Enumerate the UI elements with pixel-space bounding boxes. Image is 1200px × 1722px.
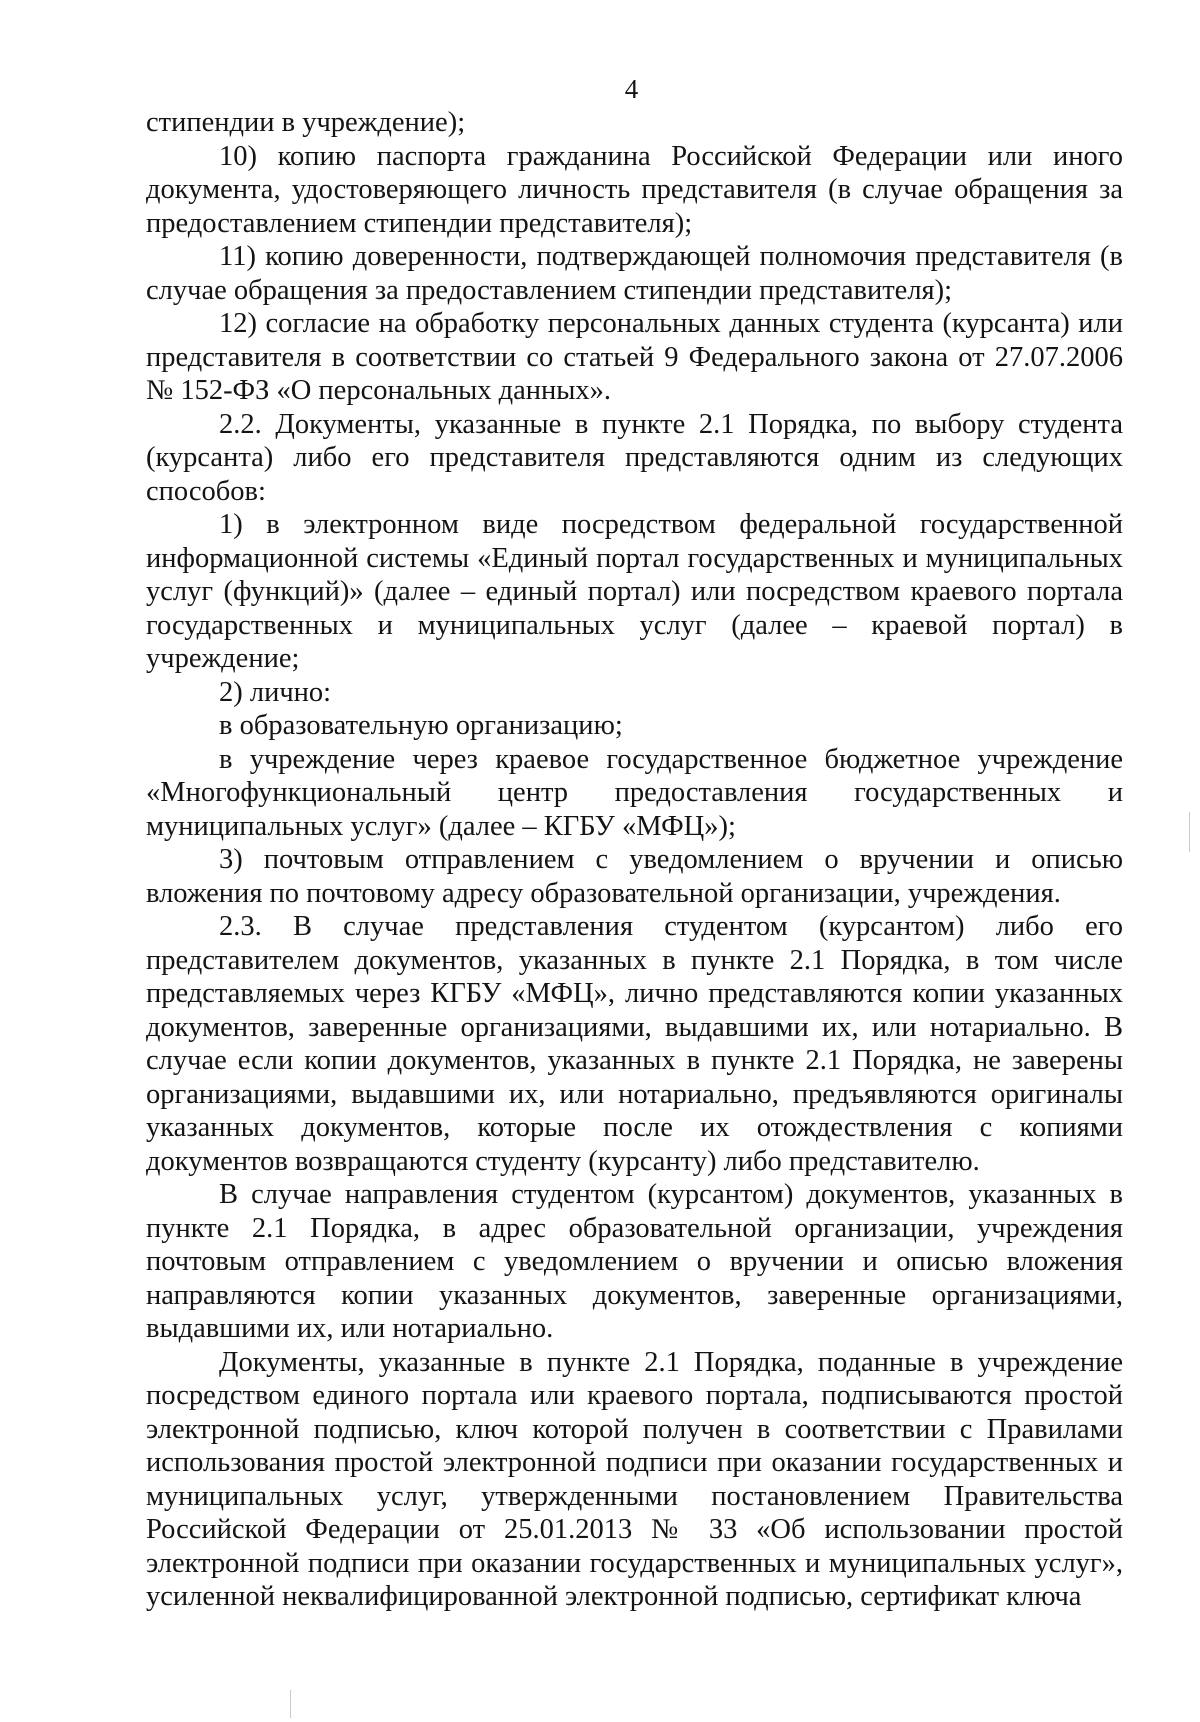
paragraph-item-12: 12) согласие на обработку персональных данных студента (курсанта) или представителя в соответствии со статьей 9 Федерального закона от 27.07.2006 № 152-ФЗ «О персональных данных». [146, 308, 1123, 406]
paragraph-method-2-option-b: в учреждение через краевое государственное бюджетное учреждение «Многофункциональный центр предоставления государственных и муниципальных услуг» (далее – КГБУ «МФЦ»); [146, 743, 1123, 842]
paragraph-method-3: 3) почтовым отправлением с уведомлением о вручении и описью вложения по почтовому адресу образовательной организации, учреждения. [146, 844, 1123, 909]
paragraph-continuation: стипендии в учреждение); [146, 107, 466, 138]
paragraph-item-10: 10) копию паспорта гражданина Российской Федерации или иного документа, удостоверяющего личность представителя (в случае обращения за предоставлением стипендии представителя); [146, 140, 1123, 239]
paragraph-method-2: 2) лично: [219, 676, 332, 708]
page-number: 4 [624, 74, 639, 104]
paragraph-method-2-option-a: в образовательную организацию; [219, 710, 623, 741]
paragraph-postal-copies: В случае направления студентом (курсантом) документов, указанных в пункте 2.1 Порядка, в адрес образовательной организации, учреждения почтовым отправлением с уведомлением о вручении и описью вложения направляются копии указанных документов, заверенные организациями, выдавшими их, или нотариально. [146, 1179, 1123, 1344]
paragraph-method-1: 1) в электронном виде посредством федеральной государственной информационной системы «Единый портал государственных и муниципальных услуг (функций)» (далее – единый портал) или посредством краевого портала государственных и муниципальных услуг (далее – краевой портал) в учреждение; [146, 509, 1123, 674]
document-body [146, 106, 1123, 1614]
paragraph-section-2-2: 2.2. Документы, указанные в пункте 2.1 Порядка, по выбору студента (курсанта) либо его представителя представляются одним из следующих способов: [146, 408, 1123, 507]
paragraph-item-11: 11) копию доверенности, подтверждающей полномочия представителя (в случае обращения за предоставлением стипендии представителя); [146, 241, 1123, 306]
scan-artifact-right [1189, 812, 1190, 852]
scan-artifact-bottom [290, 1690, 291, 1718]
paragraph-section-2-3: 2.3. В случае представления студентом (курсантом) либо его представителем документов, указанных в пункте 2.1 Порядка, в том числе представляемых через КГБУ «МФЦ», лично представляются копии указанных документов, заверенные организациями, выдавшими их, или нотариально. В случае если копии документов, указанных в пункте 2.1 Порядка, не заверены организациями, выдавшими их, или нотариально, предъявляются оригиналы указанных документов, которые после их отождествления с копиями документов возвращаются студенту (курсанту) либо представителю. [146, 911, 1123, 1177]
paragraph-electronic-signature: Документы, указанные в пункте 2.1 Порядка, поданные в учреждение посредством единого портала или краевого портала, подписываются простой электронной подписью, ключ которой получен в соответствии с Правилами использования простой электронной подписи при оказании государственных и муниципальных услуг, утвержденными постановлением Правительства Российской Федерации от 25.01.2013 № 33 «Об использовании простой электронной подписи при оказании государственных и муниципальных услуг», усиленной неквалифицированной электронной подписью, сертификат ключа [146, 1346, 1123, 1612]
